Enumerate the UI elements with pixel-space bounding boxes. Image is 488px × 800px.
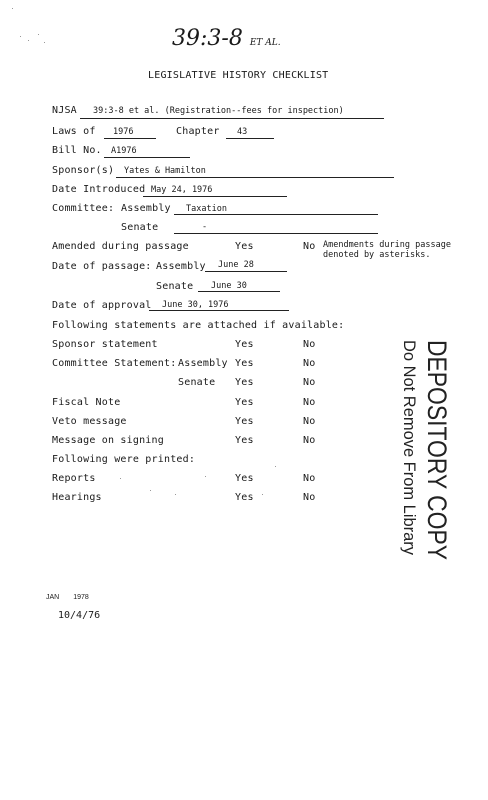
stamp-date bbox=[46, 594, 89, 601]
amended-note-line2: denoted by asterisks. bbox=[323, 250, 431, 260]
scan-speck bbox=[262, 494, 263, 495]
njsa-underline bbox=[80, 118, 384, 119]
message-on-signing-no: No bbox=[303, 435, 316, 446]
scan-speck bbox=[120, 478, 121, 479]
committee-statement-assembly-label: Assembly bbox=[178, 358, 228, 369]
amended-note-line1: Amendments during passage bbox=[323, 240, 451, 250]
hearings-yes: Yes bbox=[235, 492, 254, 503]
reports-yes: Yes bbox=[235, 473, 254, 484]
committee-senate-label: Senate bbox=[121, 222, 159, 233]
chapter-underline bbox=[226, 138, 274, 139]
passage-assembly-label: Assembly bbox=[156, 261, 206, 272]
date-of-approval-value: June 30, 1976 bbox=[162, 300, 229, 310]
committee-assembly-label: Assembly bbox=[121, 203, 171, 214]
scan-speck bbox=[12, 8, 13, 9]
statements-heading: Following statements are attached if available: bbox=[52, 320, 345, 331]
committee-senate-value: - bbox=[202, 222, 208, 232]
fiscal-note-yes: Yes bbox=[235, 397, 254, 408]
handwritten-title-number: 39:3-8 bbox=[172, 26, 243, 51]
scan-speck bbox=[38, 34, 39, 35]
passage-assembly-underline bbox=[205, 271, 287, 272]
laws-of-value: 1976 bbox=[113, 127, 134, 137]
amended-label: Amended during passage bbox=[52, 241, 189, 252]
njsa-label: NJSA bbox=[52, 105, 77, 116]
page-heading: LEGISLATIVE HISTORY CHECKLIST bbox=[148, 70, 329, 81]
passage-senate-label: Senate bbox=[156, 281, 194, 292]
date-of-approval-label: Date of approval bbox=[52, 300, 152, 311]
committee-label: Committee: bbox=[52, 203, 115, 214]
njsa-value: 39:3-8 et al. (Registration--fees for inspection) bbox=[93, 106, 344, 116]
sponsor-statement-label: Sponsor statement bbox=[52, 339, 158, 350]
scan-speck bbox=[150, 490, 151, 491]
sponsors-label: Sponsor(s) bbox=[52, 165, 115, 176]
committee-statement-senate-yes: Yes bbox=[235, 377, 254, 388]
sponsor-statement-yes: Yes bbox=[235, 339, 254, 350]
chapter-label: Chapter bbox=[176, 126, 220, 137]
passage-assembly-value: June 28 bbox=[218, 260, 254, 270]
message-on-signing-yes: Yes bbox=[235, 435, 254, 446]
scan-speck bbox=[44, 42, 45, 43]
committee-statement-assembly-no: No bbox=[303, 358, 316, 369]
date-of-approval-underline bbox=[149, 310, 289, 311]
stamp-date-year: 1978 bbox=[73, 594, 89, 601]
hearings-label: Hearings bbox=[52, 492, 102, 503]
sponsors-underline bbox=[116, 177, 394, 178]
amended-yes: Yes bbox=[235, 241, 254, 252]
scan-speck bbox=[175, 494, 176, 495]
reports-label: Reports bbox=[52, 473, 96, 484]
message-on-signing-label: Message on signing bbox=[52, 435, 164, 446]
committee-senate-underline bbox=[174, 233, 378, 234]
sponsor-statement-no: No bbox=[303, 339, 316, 350]
date-of-passage-label: Date of passage: bbox=[52, 261, 152, 272]
fiscal-note-no: No bbox=[303, 397, 316, 408]
scan-speck bbox=[275, 466, 276, 467]
committee-statement-assembly-yes: Yes bbox=[235, 358, 254, 369]
committee-statement-senate-label: Senate bbox=[178, 377, 216, 388]
stamp-date-month: JAN bbox=[46, 594, 60, 601]
committee-assembly-value: Taxation bbox=[186, 204, 227, 214]
passage-senate-value: June 30 bbox=[211, 281, 247, 291]
date-introduced-underline bbox=[143, 196, 287, 197]
bill-no-label: Bill No. bbox=[52, 145, 102, 156]
printed-heading: Following were printed: bbox=[52, 454, 196, 465]
reports-no: No bbox=[303, 473, 316, 484]
laws-of-label: Laws of bbox=[52, 126, 96, 137]
committee-statement-label: Committee Statement: bbox=[52, 358, 177, 369]
veto-message-label: Veto message bbox=[52, 416, 127, 427]
date-introduced-value: May 24, 1976 bbox=[151, 185, 213, 195]
handwritten-title-suffix: ET AL. bbox=[249, 38, 281, 48]
date-introduced-label: Date Introduced bbox=[52, 184, 146, 195]
scan-speck bbox=[28, 40, 29, 41]
veto-message-yes: Yes bbox=[235, 416, 254, 427]
bill-no-value: A1976 bbox=[111, 146, 137, 156]
stamp-line2: Do Not Remove From Library bbox=[400, 340, 419, 563]
veto-message-no: No bbox=[303, 416, 316, 427]
amended-no: No bbox=[303, 241, 316, 252]
handwritten-title bbox=[172, 26, 281, 51]
scan-speck bbox=[205, 476, 206, 477]
hearings-no: No bbox=[303, 492, 316, 503]
committee-assembly-underline bbox=[174, 214, 378, 215]
committee-statement-senate-no: No bbox=[303, 377, 316, 388]
depository-stamp bbox=[400, 340, 462, 600]
sponsors-value: Yates & Hamilton bbox=[124, 166, 206, 176]
bottom-date: 10/4/76 bbox=[58, 610, 101, 621]
fiscal-note-label: Fiscal Note bbox=[52, 397, 121, 408]
bill-no-underline bbox=[104, 157, 190, 158]
stamp-line1: DEPOSITORY COPY bbox=[422, 340, 452, 600]
laws-of-underline bbox=[104, 138, 156, 139]
passage-senate-underline bbox=[198, 291, 280, 292]
scan-speck bbox=[20, 36, 21, 37]
chapter-value: 43 bbox=[237, 127, 248, 137]
